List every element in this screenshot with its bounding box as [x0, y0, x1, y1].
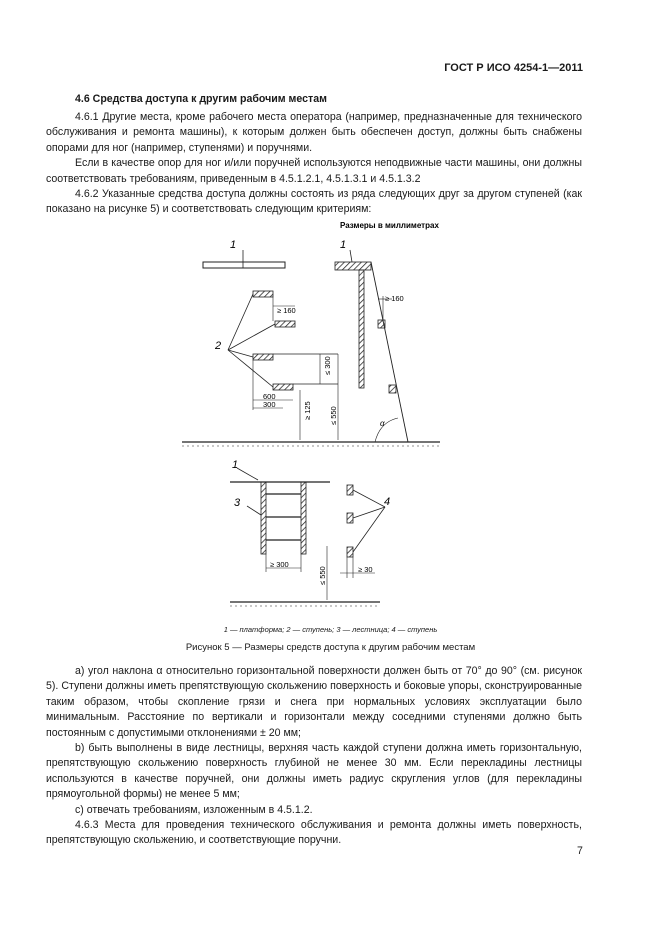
figure-caption: Рисунок 5 — Размеры средств доступа к другим рабочим местам	[185, 642, 476, 653]
dim-angle: α	[380, 419, 385, 428]
callout-1-bottom: 1	[232, 459, 239, 471]
dim-ground-height: ≤ 550	[329, 406, 338, 425]
callout-1-left: 1	[230, 239, 237, 251]
units-note: Размеры в миллиметрах	[340, 221, 439, 230]
left-steps	[214, 291, 338, 390]
section-heading: 4.6 Средства доступа к другим рабочим местам	[75, 93, 327, 105]
bottom-steps	[340, 485, 390, 578]
callout-4: 4	[384, 496, 391, 508]
dim-depth-min: 300	[263, 400, 276, 409]
dim-step-gap: ≥ 160	[277, 306, 296, 315]
figure-legend: 1 — платформа; 2 — ступень; 3 — лестница; 4 — ступень	[223, 625, 438, 634]
paragraph: 4.6.2 Указанные средства доступа должны состоять из ряда следующих друг за другом ступеней (как показано на рисунке 5) и соответствовать следующим критериям:	[46, 188, 582, 216]
left-dimensions	[253, 354, 338, 440]
bottom-ladder	[230, 459, 330, 600]
dim-depth-max: 600	[263, 392, 276, 401]
paragraph: Если в качестве опор для ног и/или поручней используются неподвижные части машины, они должны соответствовать требованиям, приведенным в 4.5.1.2.1, 4.5.1.3.1 и 4.5.1.3.2	[46, 157, 582, 185]
paragraph: c) отвечать требованиям, изложенным в 4.5.1.2.	[75, 803, 313, 816]
paragraph: 4.6.1 Другие места, кроме рабочего места оператора (например, предназначенные для технического обслуживания и ремонта машины), к которым должен быть обеспечен доступ, должны быть снабжены опорами для ног (например, ступенями) и поручнями.	[46, 111, 582, 154]
dim-ladder-width: ≥ 300	[270, 560, 289, 569]
document-id: ГОСТ Р ИСО 4254-1—2011	[444, 62, 583, 74]
ground-top	[182, 442, 440, 446]
left-platform	[203, 239, 285, 268]
ground-bottom	[230, 602, 380, 606]
callout-3: 3	[234, 497, 241, 509]
dim-first-step: ≥ 125	[303, 401, 312, 420]
right-ladder	[335, 239, 408, 442]
callout-1-right: 1	[340, 239, 347, 251]
dim-rung-depth: ≥ 30	[358, 565, 373, 574]
callout-2: 2	[215, 340, 222, 352]
paragraph: 4.6.3 Места для проведения технического обслуживания и ремонта должны иметь поверхность, препятствующую скольжению, и соответствующие поручни.	[46, 819, 582, 847]
paragraph: а) угол наклона α относительно горизонтальной поверхности должен быть от 70° до 90° (см. рисунок 5). Ступени должны иметь препятствующую скольжению поверхность и боковые упоры, сконструированные таким образом, чтобы скопление грязи и снега при нормальных условиях эксплуатации было минимальным. Расстояние по вертикали и горизонтали между соседними ступенями должно быть постоянным с допустимыми отклонениями ± 20 мм;	[46, 665, 582, 739]
paragraph: b) быть выполнены в виде лестницы, верхняя часть каждой ступени должна иметь горизонтальную, препятствующую скольжению поверхность глубиной не менее 30 мм. Если перекладины лестницы используются в качестве поручней, они должны иметь радиус скругления углов (для перекладины прямоугольной формы) не менее 5 мм;	[46, 742, 582, 801]
dim-rise: ≤ 300	[323, 356, 332, 375]
figure	[0, 210, 661, 630]
dim-right-step-gap: ≥ 160	[385, 294, 404, 303]
bottom-text-block	[46, 664, 582, 849]
figure-drawing	[0, 210, 661, 630]
dim-ladder-ground: ≤ 550	[318, 566, 327, 585]
top-text-block	[46, 110, 582, 218]
page-number: 7	[577, 845, 583, 857]
